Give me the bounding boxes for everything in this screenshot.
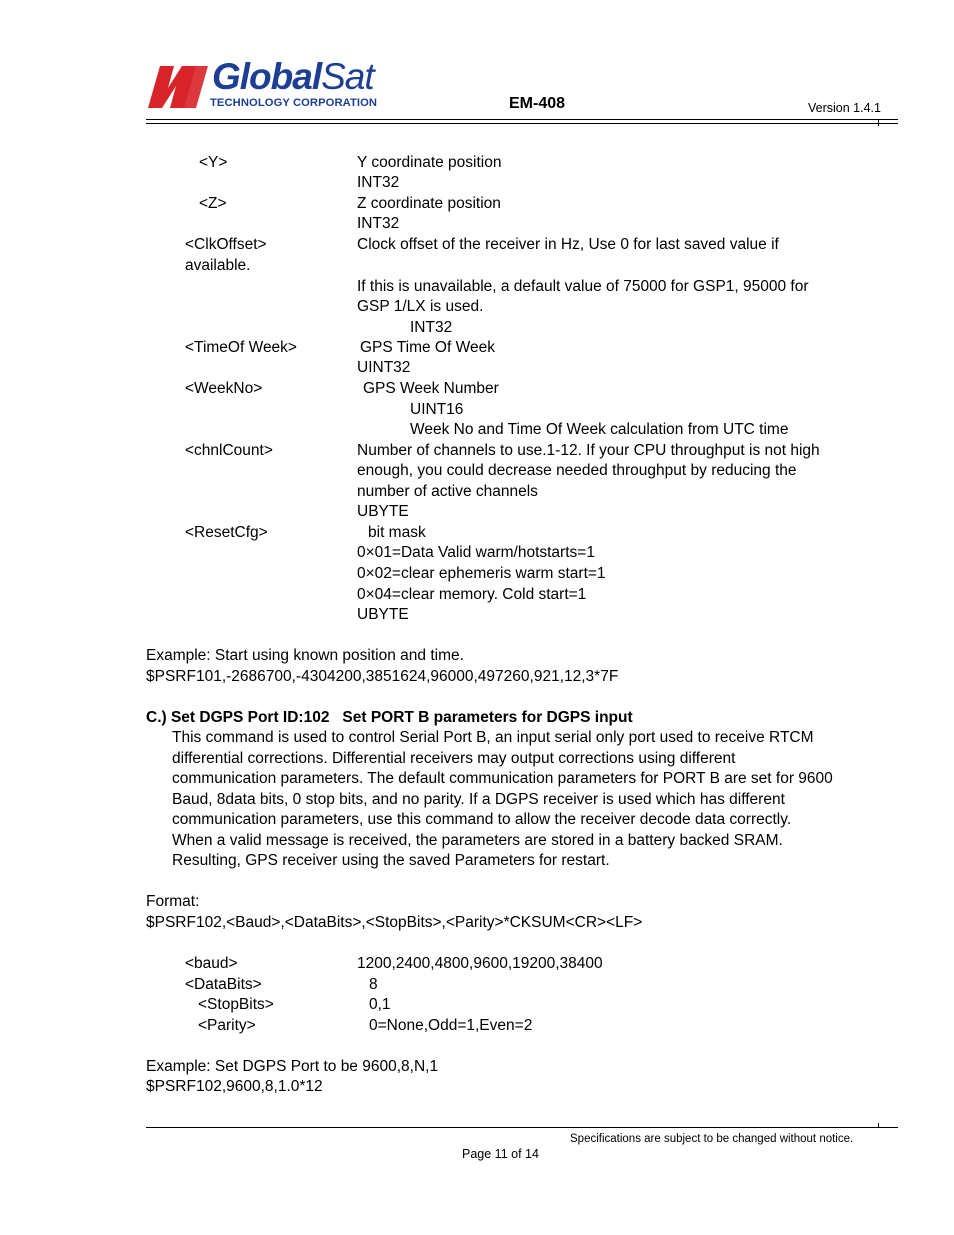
example-label: Example: Set DGPS Port to be 9600,8,N,1 <box>146 1058 439 1075</box>
param-desc: GSP 1/LX is used. <box>357 298 484 315</box>
param-name: <baud> <box>185 955 238 972</box>
section-body-line: When a valid message is received, the parameters are stored in a battery backed SRAM. <box>172 832 783 849</box>
header-rule <box>146 119 898 120</box>
param-name: <Z> <box>199 195 227 212</box>
section-heading: C.) Set DGPS Port ID:102 Set PORT B parameters for DGPS input <box>146 709 633 726</box>
param-name: <chnlCount> <box>185 442 273 459</box>
param-desc: 0×04=clear memory. Cold start=1 <box>357 586 587 603</box>
param-desc: enough, you could decrease needed throughput by reducing the <box>357 462 797 479</box>
section-body-line: Baud, 8data bits, 0 stop bits, and no parity. If a DGPS receiver is used which has different <box>172 791 785 808</box>
param-desc: 0×01=Data Valid warm/hotstarts=1 <box>357 544 595 561</box>
param-name: <StopBits> <box>198 996 274 1013</box>
param-name: <Y> <box>199 154 228 171</box>
header-rule-2 <box>146 123 898 124</box>
param-name: <TimeOf Week> <box>185 339 297 356</box>
model-title: EM-408 <box>509 95 566 112</box>
param-name: <ClkOffset> <box>185 236 267 253</box>
param-desc: If this is unavailable, a default value of 75000 for GSP1, 95000 for <box>357 278 809 295</box>
footer-rule-tick <box>878 1123 879 1128</box>
section-body-line: communication parameters, use this command to allow the receiver decode data correctly. <box>172 811 792 828</box>
section-body-line: communication parameters. The default communication parameters for PORT B are set for 9600 <box>172 770 833 787</box>
footer-notice: Specifications are subject to be changed without notice. <box>570 1133 854 1145</box>
param-desc: number of active channels <box>357 483 538 500</box>
logo-wordmark: GlobalSat <box>212 56 374 97</box>
param-name: <WeekNo> <box>185 380 263 397</box>
example-code: $PSRF101,-2686700,-4304200,3851624,96000,497260,921,12,3*7F <box>146 668 619 685</box>
param-desc-cont: available. <box>185 257 251 274</box>
section-body-line: differential corrections. Differential receivers may output corrections using different <box>172 750 736 767</box>
param-name: <DataBits> <box>185 976 262 993</box>
param-desc: GPS Time Of Week <box>360 339 495 356</box>
param-desc: Week No and Time Of Week calculation from UTC time <box>410 421 789 438</box>
param-desc: bit mask <box>368 524 426 541</box>
param-desc: Z coordinate position <box>357 195 501 212</box>
header-rule-tick <box>878 119 879 126</box>
param-value: 8 <box>369 976 378 993</box>
param-desc: Clock offset of the receiver in Hz, Use 0 for last saved value if <box>357 236 779 253</box>
param-desc: Y coordinate position <box>357 154 502 171</box>
param-desc: 0×02=clear ephemeris warm start=1 <box>357 565 606 582</box>
format-label: Format: <box>146 893 200 910</box>
param-type: UBYTE <box>357 503 409 520</box>
param-value: 0=None,Odd=1,Even=2 <box>369 1017 533 1034</box>
param-value: 1200,2400,4800,9600,19200,38400 <box>357 955 603 972</box>
param-type: INT32 <box>410 319 453 336</box>
footer-rule <box>146 1127 898 1128</box>
param-desc: Number of channels to use.1-12. If your CPU throughput is not high <box>357 442 820 459</box>
param-name: <Parity> <box>198 1017 256 1034</box>
version-label: Version 1.4.1 <box>808 101 881 115</box>
example-label: Example: Start using known position and time. <box>146 647 464 664</box>
param-type: INT32 <box>357 174 400 191</box>
page-number: Page 11 of 14 <box>462 1147 539 1161</box>
param-type: UINT16 <box>410 401 464 418</box>
format-code: $PSRF102,<Baud>,<DataBits>,<StopBits>,<Parity>*CKSUM<CR><LF> <box>146 914 643 931</box>
section-body-line: Resulting, GPS receiver using the saved Parameters for restart. <box>172 852 610 869</box>
param-value: 0,1 <box>369 996 391 1013</box>
param-type: INT32 <box>357 215 400 232</box>
example-code: $PSRF102,9600,8,1.0*12 <box>146 1078 323 1095</box>
param-type: UINT32 <box>357 359 411 376</box>
param-name: <ResetCfg> <box>185 524 268 541</box>
param-type: UBYTE <box>357 606 409 623</box>
logo-subtitle: TECHNOLOGY CORPORATION <box>210 97 378 109</box>
globalsat-emblem-icon <box>146 62 210 110</box>
section-body-line: This command is used to control Serial Port B, an input serial only port used to receive RTCM <box>172 729 814 746</box>
globalsat-logo <box>146 56 396 112</box>
param-desc: GPS Week Number <box>363 380 499 397</box>
